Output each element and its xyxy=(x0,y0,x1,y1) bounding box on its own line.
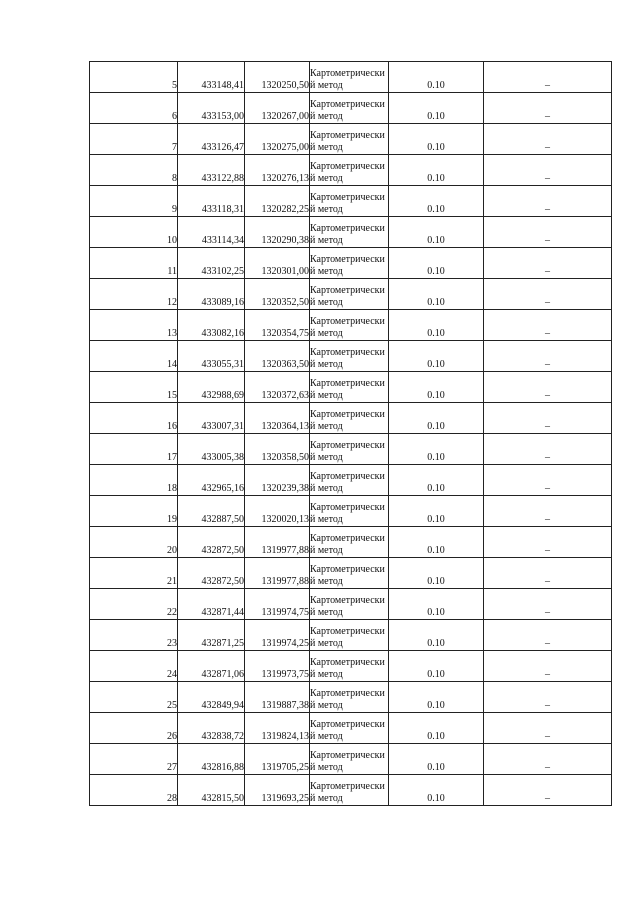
x-coordinate-cell: 433089,16 xyxy=(178,279,245,310)
point-number-cell: 13 xyxy=(90,310,178,341)
accuracy-cell: 0.10 xyxy=(389,775,484,806)
y-coordinate-cell: 1319977,88 xyxy=(245,527,310,558)
note-cell: – xyxy=(484,775,612,806)
note-cell: – xyxy=(484,713,612,744)
y-coordinate-cell: 1319705,25 xyxy=(245,744,310,775)
method-cell: Картометрический метод xyxy=(310,186,389,217)
accuracy-cell: 0.10 xyxy=(389,62,484,93)
y-coordinate-cell: 1320358,50 xyxy=(245,434,310,465)
point-number-cell: 20 xyxy=(90,527,178,558)
point-number-cell: 5 xyxy=(90,62,178,93)
note-cell: – xyxy=(484,434,612,465)
table-row xyxy=(90,279,612,310)
note-cell: – xyxy=(484,155,612,186)
y-coordinate-cell: 1319974,25 xyxy=(245,620,310,651)
accuracy-cell: 0.10 xyxy=(389,124,484,155)
method-cell: Картометрический метод xyxy=(310,248,389,279)
accuracy-cell: 0.10 xyxy=(389,341,484,372)
note-cell: – xyxy=(484,341,612,372)
point-number-cell: 6 xyxy=(90,93,178,124)
accuracy-cell: 0.10 xyxy=(389,713,484,744)
method-cell: Картометрический метод xyxy=(310,434,389,465)
table-row xyxy=(90,341,612,372)
accuracy-cell: 0.10 xyxy=(389,558,484,589)
accuracy-cell: 0.10 xyxy=(389,186,484,217)
point-number-cell: 14 xyxy=(90,341,178,372)
table-row xyxy=(90,403,612,434)
method-cell: Картометрический метод xyxy=(310,155,389,186)
table-row xyxy=(90,589,612,620)
note-cell: – xyxy=(484,186,612,217)
method-cell: Картометрический метод xyxy=(310,310,389,341)
x-coordinate-cell: 433114,34 xyxy=(178,217,245,248)
table-row xyxy=(90,558,612,589)
accuracy-cell: 0.10 xyxy=(389,589,484,620)
x-coordinate-cell: 433153,00 xyxy=(178,93,245,124)
x-coordinate-cell: 433118,31 xyxy=(178,186,245,217)
method-cell: Картометрический метод xyxy=(310,279,389,310)
y-coordinate-cell: 1320363,50 xyxy=(245,341,310,372)
accuracy-cell: 0.10 xyxy=(389,527,484,558)
accuracy-cell: 0.10 xyxy=(389,434,484,465)
point-number-cell: 7 xyxy=(90,124,178,155)
note-cell: – xyxy=(484,217,612,248)
y-coordinate-cell: 1320276,13 xyxy=(245,155,310,186)
point-number-cell: 21 xyxy=(90,558,178,589)
point-number-cell: 15 xyxy=(90,372,178,403)
point-number-cell: 19 xyxy=(90,496,178,527)
x-coordinate-cell: 433082,16 xyxy=(178,310,245,341)
point-number-cell: 11 xyxy=(90,248,178,279)
note-cell: – xyxy=(484,465,612,496)
table-row xyxy=(90,682,612,713)
accuracy-cell: 0.10 xyxy=(389,155,484,186)
table-row xyxy=(90,93,612,124)
note-cell: – xyxy=(484,279,612,310)
x-coordinate-cell: 432872,50 xyxy=(178,527,245,558)
y-coordinate-cell: 1320301,00 xyxy=(245,248,310,279)
point-number-cell: 26 xyxy=(90,713,178,744)
x-coordinate-cell: 433122,88 xyxy=(178,155,245,186)
y-coordinate-cell: 1319974,75 xyxy=(245,589,310,620)
y-coordinate-cell: 1319824,13 xyxy=(245,713,310,744)
method-cell: Картометрический метод xyxy=(310,341,389,372)
accuracy-cell: 0.10 xyxy=(389,744,484,775)
x-coordinate-cell: 432871,44 xyxy=(178,589,245,620)
x-coordinate-cell: 432871,25 xyxy=(178,620,245,651)
note-cell: – xyxy=(484,372,612,403)
table-row xyxy=(90,775,612,806)
x-coordinate-cell: 433055,31 xyxy=(178,341,245,372)
note-cell: – xyxy=(484,496,612,527)
point-number-cell: 27 xyxy=(90,744,178,775)
x-coordinate-cell: 433007,31 xyxy=(178,403,245,434)
x-coordinate-cell: 433126,47 xyxy=(178,124,245,155)
table-row xyxy=(90,620,612,651)
point-number-cell: 24 xyxy=(90,651,178,682)
x-coordinate-cell: 433148,41 xyxy=(178,62,245,93)
accuracy-cell: 0.10 xyxy=(389,93,484,124)
method-cell: Картометрический метод xyxy=(310,93,389,124)
x-coordinate-cell: 432838,72 xyxy=(178,713,245,744)
table-row xyxy=(90,186,612,217)
table-row xyxy=(90,713,612,744)
coordinates-table xyxy=(89,61,612,806)
y-coordinate-cell: 1320275,00 xyxy=(245,124,310,155)
accuracy-cell: 0.10 xyxy=(389,682,484,713)
x-coordinate-cell: 433102,25 xyxy=(178,248,245,279)
table-row xyxy=(90,465,612,496)
y-coordinate-cell: 1320354,75 xyxy=(245,310,310,341)
method-cell: Картометрический метод xyxy=(310,372,389,403)
accuracy-cell: 0.10 xyxy=(389,403,484,434)
point-number-cell: 10 xyxy=(90,217,178,248)
point-number-cell: 9 xyxy=(90,186,178,217)
x-coordinate-cell: 432816,88 xyxy=(178,744,245,775)
accuracy-cell: 0.10 xyxy=(389,465,484,496)
accuracy-cell: 0.10 xyxy=(389,651,484,682)
table-body xyxy=(90,62,612,806)
y-coordinate-cell: 1319973,75 xyxy=(245,651,310,682)
note-cell: – xyxy=(484,651,612,682)
method-cell: Картометрический метод xyxy=(310,775,389,806)
note-cell: – xyxy=(484,310,612,341)
table-row xyxy=(90,155,612,186)
table-row xyxy=(90,310,612,341)
note-cell: – xyxy=(484,589,612,620)
point-number-cell: 12 xyxy=(90,279,178,310)
method-cell: Картометрический метод xyxy=(310,744,389,775)
note-cell: – xyxy=(484,248,612,279)
point-number-cell: 22 xyxy=(90,589,178,620)
y-coordinate-cell: 1319977,88 xyxy=(245,558,310,589)
method-cell: Картометрический метод xyxy=(310,682,389,713)
method-cell: Картометрический метод xyxy=(310,558,389,589)
accuracy-cell: 0.10 xyxy=(389,372,484,403)
note-cell: – xyxy=(484,62,612,93)
x-coordinate-cell: 432965,16 xyxy=(178,465,245,496)
x-coordinate-cell: 432988,69 xyxy=(178,372,245,403)
table-row xyxy=(90,217,612,248)
note-cell: – xyxy=(484,558,612,589)
y-coordinate-cell: 1320267,00 xyxy=(245,93,310,124)
point-number-cell: 23 xyxy=(90,620,178,651)
accuracy-cell: 0.10 xyxy=(389,279,484,310)
y-coordinate-cell: 1319693,25 xyxy=(245,775,310,806)
accuracy-cell: 0.10 xyxy=(389,310,484,341)
y-coordinate-cell: 1320372,63 xyxy=(245,372,310,403)
point-number-cell: 18 xyxy=(90,465,178,496)
table-row xyxy=(90,527,612,558)
point-number-cell: 16 xyxy=(90,403,178,434)
method-cell: Картометрический метод xyxy=(310,620,389,651)
method-cell: Картометрический метод xyxy=(310,62,389,93)
note-cell: – xyxy=(484,403,612,434)
method-cell: Картометрический метод xyxy=(310,713,389,744)
x-coordinate-cell: 432872,50 xyxy=(178,558,245,589)
point-number-cell: 28 xyxy=(90,775,178,806)
table-row xyxy=(90,744,612,775)
accuracy-cell: 0.10 xyxy=(389,248,484,279)
method-cell: Картометрический метод xyxy=(310,403,389,434)
point-number-cell: 17 xyxy=(90,434,178,465)
y-coordinate-cell: 1319887,38 xyxy=(245,682,310,713)
note-cell: – xyxy=(484,620,612,651)
table-row xyxy=(90,651,612,682)
note-cell: – xyxy=(484,744,612,775)
x-coordinate-cell: 432871,06 xyxy=(178,651,245,682)
method-cell: Картометрический метод xyxy=(310,527,389,558)
y-coordinate-cell: 1320282,25 xyxy=(245,186,310,217)
method-cell: Картометрический метод xyxy=(310,124,389,155)
method-cell: Картометрический метод xyxy=(310,589,389,620)
point-number-cell: 8 xyxy=(90,155,178,186)
table-row xyxy=(90,62,612,93)
table-row xyxy=(90,496,612,527)
point-number-cell: 25 xyxy=(90,682,178,713)
note-cell: – xyxy=(484,527,612,558)
accuracy-cell: 0.10 xyxy=(389,620,484,651)
accuracy-cell: 0.10 xyxy=(389,496,484,527)
y-coordinate-cell: 1320364,13 xyxy=(245,403,310,434)
table-row xyxy=(90,372,612,403)
method-cell: Картометрический метод xyxy=(310,651,389,682)
y-coordinate-cell: 1320250,50 xyxy=(245,62,310,93)
x-coordinate-cell: 432849,94 xyxy=(178,682,245,713)
x-coordinate-cell: 432887,50 xyxy=(178,496,245,527)
method-cell: Картометрический метод xyxy=(310,496,389,527)
accuracy-cell: 0.10 xyxy=(389,217,484,248)
method-cell: Картометрический метод xyxy=(310,217,389,248)
y-coordinate-cell: 1320290,38 xyxy=(245,217,310,248)
method-cell: Картометрический метод xyxy=(310,465,389,496)
y-coordinate-cell: 1320020,13 xyxy=(245,496,310,527)
note-cell: – xyxy=(484,124,612,155)
table-row xyxy=(90,434,612,465)
table-row xyxy=(90,124,612,155)
x-coordinate-cell: 433005,38 xyxy=(178,434,245,465)
note-cell: – xyxy=(484,93,612,124)
y-coordinate-cell: 1320239,38 xyxy=(245,465,310,496)
x-coordinate-cell: 432815,50 xyxy=(178,775,245,806)
table-row xyxy=(90,248,612,279)
note-cell: – xyxy=(484,682,612,713)
y-coordinate-cell: 1320352,50 xyxy=(245,279,310,310)
